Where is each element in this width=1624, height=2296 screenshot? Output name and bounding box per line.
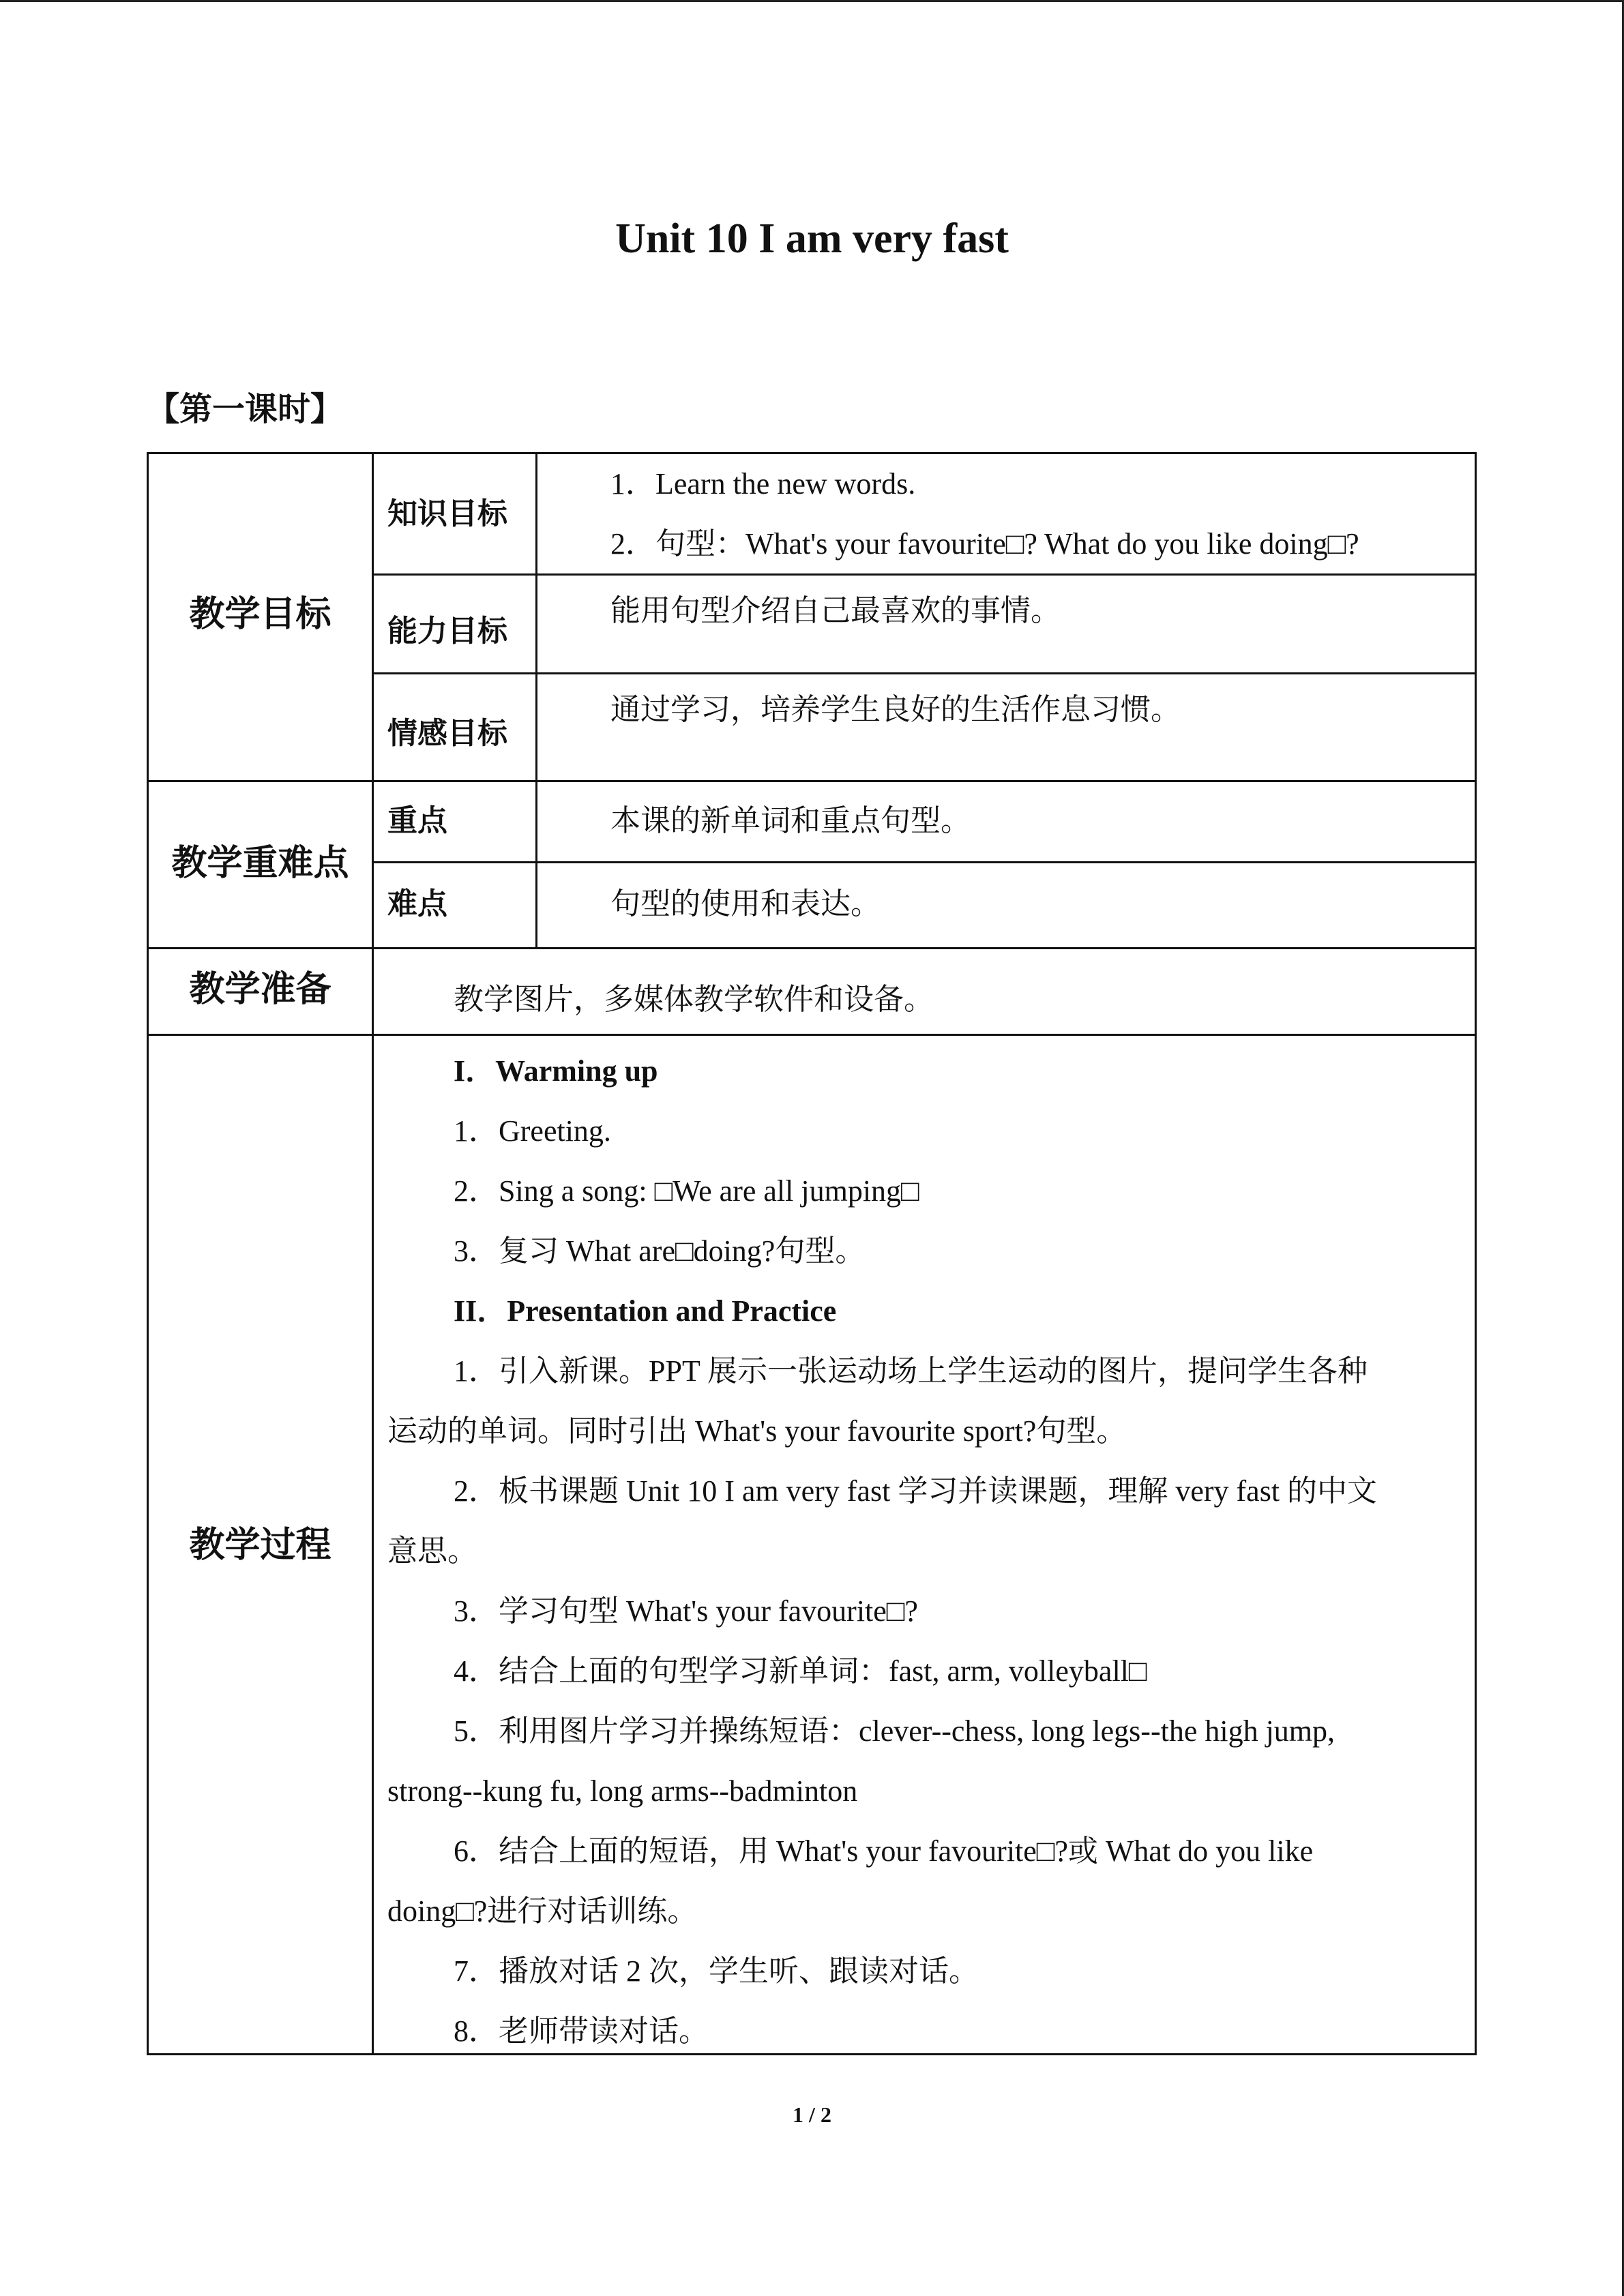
process-item-1-line-1: 1．引入新课。PPT 展示一张运动场上学生运动的图片，提问学生各种 xyxy=(454,1354,1368,1388)
page-number: 1 / 2 xyxy=(793,2102,831,2127)
process-item-4: 4．结合上面的句型学习新单词：fast, arm, volleyball□ xyxy=(454,1654,1147,1688)
focus-label: 重点 xyxy=(387,803,447,838)
presentation-heading: II．Presentation and Practice xyxy=(454,1294,837,1328)
knowledge-objective-line-1: 1．Learn the new words. xyxy=(610,467,916,501)
process-item-2-line-1: 2．板书课题 Unit 10 I am very fast 学习并读课题，理解 very fast 的中文 xyxy=(454,1474,1378,1508)
ability-objective-text: 能用句型介绍自己最喜欢的事情。 xyxy=(610,593,1061,628)
knowledge-objective-line-2: 2．句型：What's your favourite□? What do you like doing□? xyxy=(610,527,1359,561)
row-divider xyxy=(372,672,1477,674)
process-item-1-line-2: 运动的单词。同时引出 What's your favourite sport?句型。 xyxy=(387,1414,1127,1448)
emotion-objective-label: 情感目标 xyxy=(387,716,507,751)
column-divider xyxy=(372,454,374,2055)
row-divider xyxy=(149,947,1477,949)
ability-objective-label: 能力目标 xyxy=(387,614,507,648)
process-item-7: 7．播放对话 2 次，学生听、跟读对话。 xyxy=(454,1954,979,1988)
focus-text: 本课的新单词和重点句型。 xyxy=(610,803,971,838)
section-heading: 【第一课时】 xyxy=(147,390,344,428)
knowledge-objective-label: 知识目标 xyxy=(387,496,507,531)
objectives-label: 教学目标 xyxy=(189,594,331,635)
warmup-heading: I．Warming up xyxy=(454,1054,658,1088)
process-item-8: 8．老师带读对话。 xyxy=(454,2014,709,2048)
process-item-3: 3．学习句型 What's your favourite□? xyxy=(454,1594,918,1628)
row-divider xyxy=(149,780,1477,782)
process-item-5-line-2: strong--kung fu, long arms--badminton xyxy=(387,1774,858,1808)
key-points-label: 教学重难点 xyxy=(171,843,349,884)
difficulty-label: 难点 xyxy=(387,886,447,921)
process-label: 教学过程 xyxy=(189,1525,331,1566)
lesson-plan-table xyxy=(147,452,1477,2055)
column-divider xyxy=(535,454,537,947)
emotion-objective-text: 通过学习，培养学生良好的生活作息习惯。 xyxy=(610,692,1181,727)
row-divider xyxy=(149,1034,1477,1036)
document-title: Unit 10 I am very fast xyxy=(615,215,1009,262)
process-item-6-line-2: doing□?进行对话训练。 xyxy=(387,1894,698,1928)
difficulty-text: 句型的使用和表达。 xyxy=(610,886,881,921)
warmup-item-3: 3．复习 What are□doing?句型。 xyxy=(454,1234,866,1268)
row-divider xyxy=(372,861,1477,863)
process-item-6-line-1: 6．结合上面的短语，用 What's your favourite□?或 What do you like xyxy=(454,1834,1314,1868)
row-divider xyxy=(372,573,1477,576)
preparation-label: 教学准备 xyxy=(189,969,331,1010)
warmup-item-1: 1．Greeting. xyxy=(454,1114,611,1148)
process-item-2-line-2: 意思。 xyxy=(387,1534,477,1568)
process-item-5-line-1: 5．利用图片学习并操练短语：clever--chess, long legs--the high jump, xyxy=(454,1714,1335,1748)
warmup-item-2: 2．Sing a song: □We are all jumping□ xyxy=(454,1174,919,1208)
page-edge-top xyxy=(0,0,1624,2)
preparation-text: 教学图片，多媒体教学软件和设备。 xyxy=(454,982,934,1017)
